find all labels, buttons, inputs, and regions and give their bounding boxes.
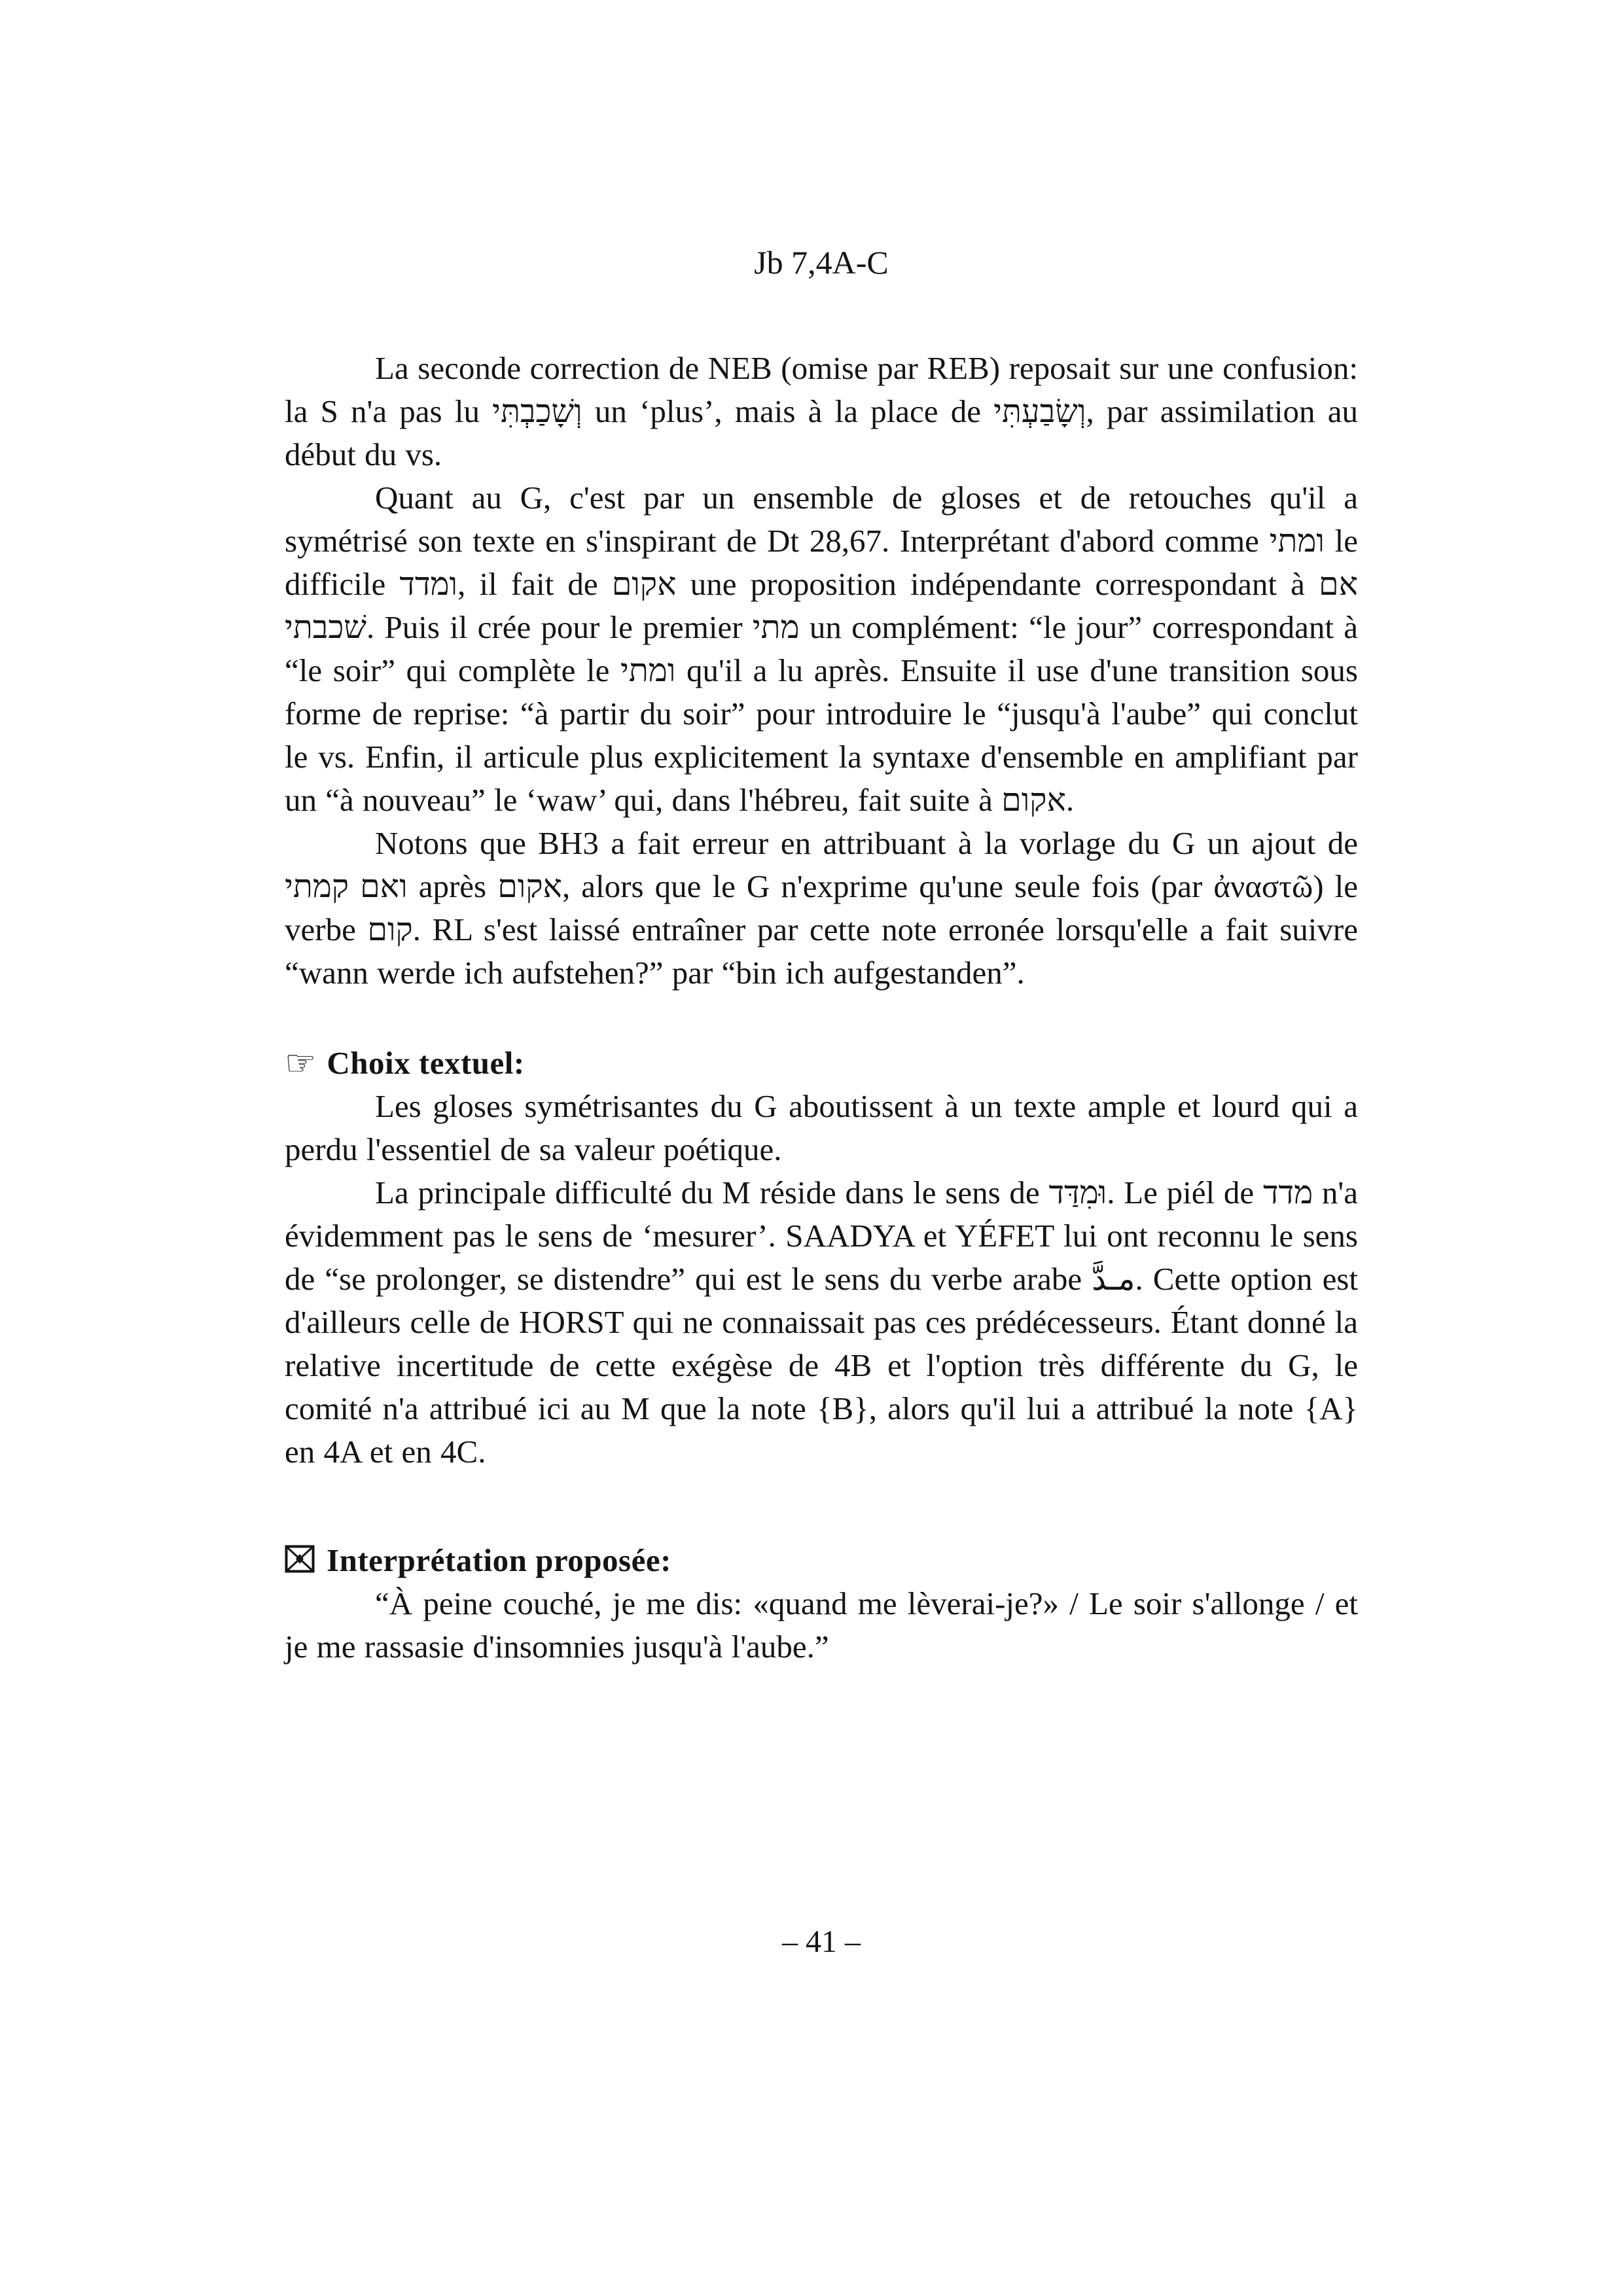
interpretation-heading: [285, 1539, 1358, 1582]
text-block: [285, 241, 1358, 1669]
page-number: – 41 –: [782, 1924, 861, 1959]
pointing-hand-icon: ☞: [285, 1042, 317, 1084]
paragraph-septuagint-glosses: Quant au G, c'est par un ensemble de gloses et de retouches qu'il a symétrisé son texte en s'inspirant de Dt 28,67. Interprétant d'abord comme ומתי le difficile ומדד, il fait de אקום une proposition indépendante correspondant à אם שׁכבתי. Puis il crée pour le premier מתי un complément: “le jour” correspondant à “le soir” qui complète le ומתי qu'il a lu après. Ensuite il use d'une transition sous forme de reprise: “à partir du soir” pour introduire le “jusqu'à l'aube” qui conclut le vs. Enfin, il articule plus explicitement la syntaxe d'ensemble en amplifiant par un “à nouveau” le ‘waw’ qui, dans l'hébreu, fait suite à אקום.: [285, 480, 1359, 818]
envelope-icon: [285, 1542, 315, 1572]
paragraph-bh3-error: Notons que BH3 a fait erreur en attribuant à la vorlage du G un ajout de ואם קמתי après אקום, alors que le G n'exprime qu'une seule fois (par ἀναστῶ) le verbe קום. RL s'est laissé entraîner par cette note erronée lorsqu'elle a fait suivre “wann werde ich aufstehen?” par “bin ich aufgestanden”.: [285, 825, 1359, 991]
choix-paragraph-gloses: Les gloses symétrisantes du G aboutissent à un texte ample et lourd qui a perdu l'essentiel de sa valeur poétique.: [285, 1088, 1358, 1167]
interpretation-heading-label: Interprétation proposée:: [327, 1542, 671, 1578]
choix-textuel-heading: [285, 1042, 1358, 1085]
interpretation-quote: “À peine couché, je me dis: «quand me lèverai-je?» / Le soir s'allonge / et je me rassasie d'insomnies jusqu'à l'aube.”: [285, 1585, 1358, 1665]
choix-paragraph-midad: La principale difficulté du M réside dans le sens de וּמִדַּד. Le piél de מדד n'a évidemment pas le sens de ‘mesurer’. SAADYA et YÉFET lui ont reconnu le sens de “se prolonger, se distendre” qui est le sens du verbe arabe مـدَّ. Cette option est d'ailleurs celle de HORST qui ne connaissait pas ces prédécesseurs. Étant donné la relative incertitude de cette exégèse de 4B et l'option très différente du G, le comité n'a attribué ici au M que la note {B}, alors qu'il lui a attribué la note {A} en 4A et en 4C.: [285, 1174, 1359, 1470]
paragraph-neb-correction: La seconde correction de NEB (omise par REB) reposait sur une confusion: la S n'a pas lu וְשָׁכַבְתִּי un ‘plus’, mais à la place de וְשָׂבַעְתִּי, par assimilation au début du vs.: [285, 350, 1358, 472]
page-title: Jb 7,4A-C: [754, 244, 889, 281]
choix-textuel-heading-label: Choix textuel:: [327, 1045, 525, 1081]
